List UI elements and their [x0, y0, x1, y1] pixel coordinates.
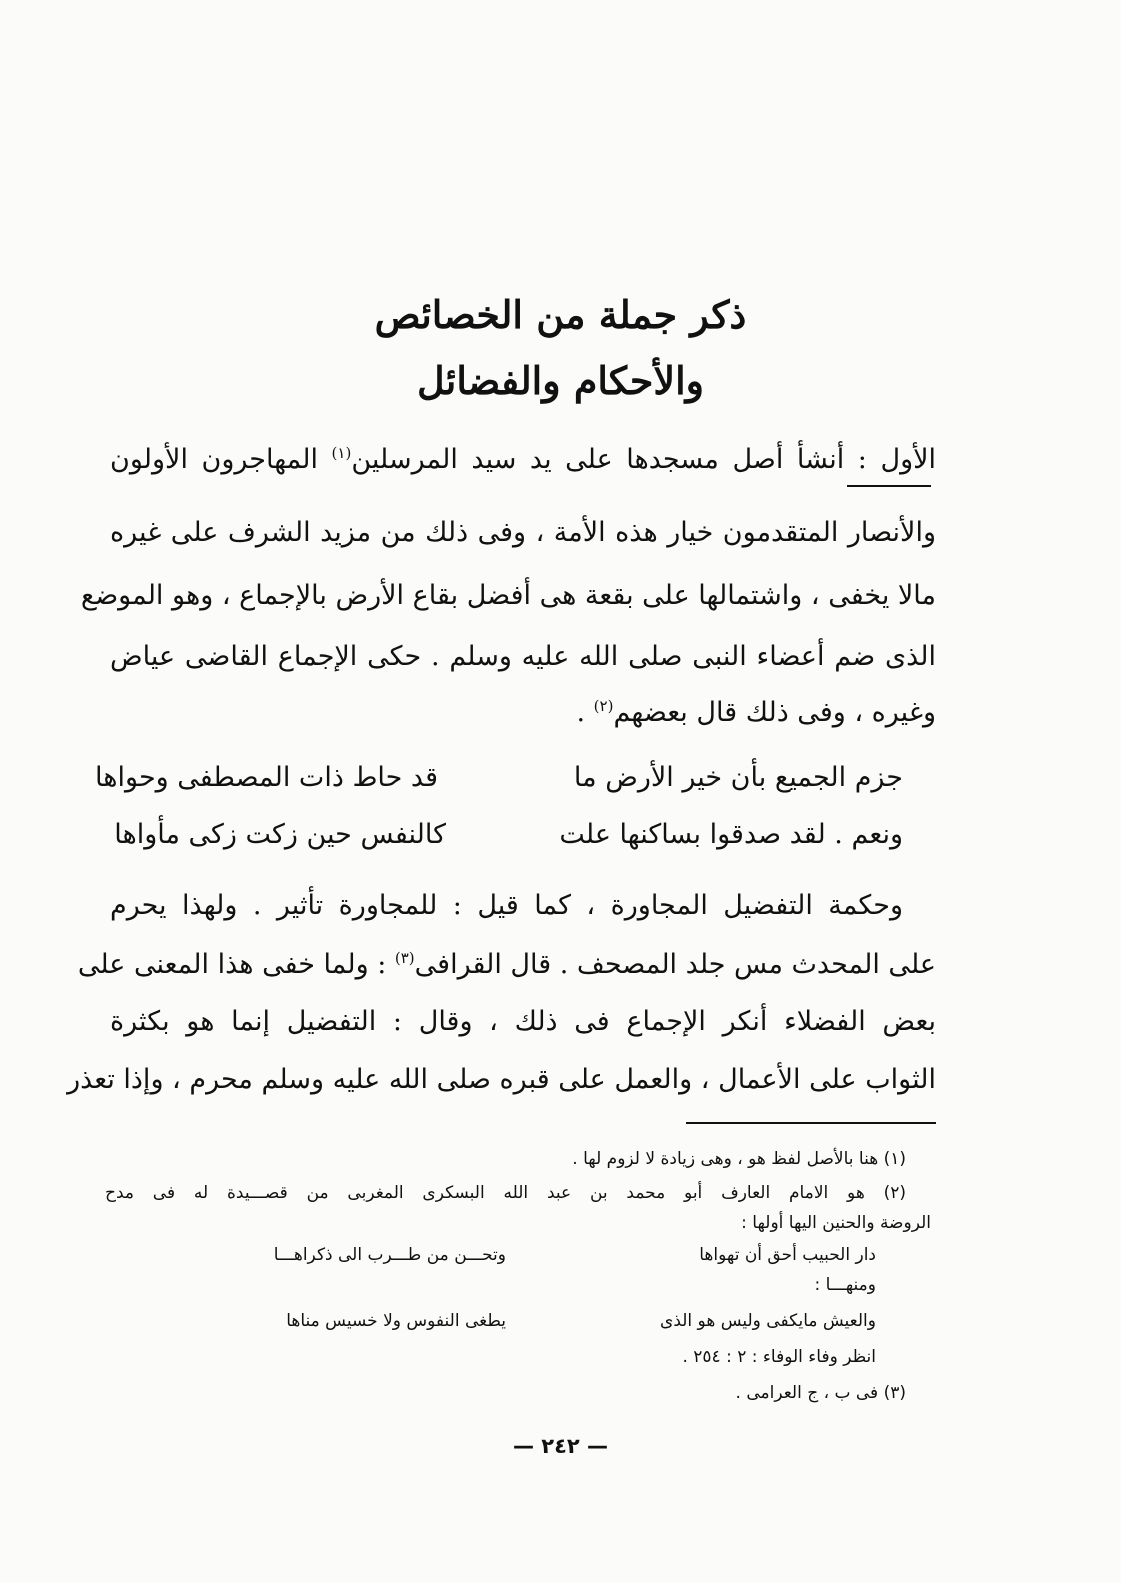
paragraph-1-line-4: الذى ضم أعضاء النبى صلى الله عليه وسلم . حكى الإجماع القاضى عياض	[110, 641, 936, 672]
footnote-2-line-4: انظر وفاء الوفاء : ٢ : ٢٥٤ .	[682, 1347, 876, 1367]
page-number: — ٢٤٢ —	[512, 1434, 609, 1458]
footnote-2-line-3: ومنهـــا :	[814, 1275, 876, 1295]
text-run: على المحدث مس جلد المصحف . قال القرافى	[414, 949, 936, 980]
text-run: : ولما خفى هذا المعنى على	[77, 949, 395, 980]
footnote-ref-2: (٢)	[593, 697, 614, 715]
verse-1-second-hemistich: قد حاط ذات المصطفى وحواها	[95, 762, 438, 793]
footnote-2-verse-1-second: وتحـــن من طـــرب الى ذكراهـــا	[273, 1245, 506, 1265]
paragraph-1-line-3: مالا يخفى ، واشتمالها على بقعة هى أفضل بقاع الأرض بالإجماع ، وهو الموضع	[80, 580, 936, 611]
footnote-2-line-2: الروضة والحنين اليها أولها :	[741, 1213, 931, 1233]
paragraph-2-line-3: بعض الفضلاء أنكر الإجماع فى ذلك ، وقال : التفضيل إنما هو بكثرة	[110, 1006, 936, 1037]
paragraph-2-line-4: الثواب على الأعمال ، والعمل على قبره صلى الله عليه وسلم محرم ، وإذا تعذر	[67, 1064, 936, 1095]
verse-1-first-hemistich: جزم الجميع بأن خير الأرض ما	[573, 762, 903, 793]
verse-2-second-hemistich: كالنفس حين زكت زكى مأواها	[114, 819, 446, 850]
chapter-heading-line-2: والأحكام والفضائل	[417, 358, 704, 403]
footnote-2-verse-2-second: يطغى النفوس ولا خسيس مناها	[286, 1311, 506, 1331]
footnote-separator	[686, 1122, 936, 1124]
chapter-heading-line-1: ذكر جملة من الخصائص	[374, 292, 747, 337]
footnote-2-verse-1-first: دار الحبيب أحق أن تهواها	[699, 1245, 876, 1265]
heading-underline	[847, 485, 931, 487]
paragraph-2-line-2	[77, 945, 936, 985]
footnote-ref-1: (١)	[331, 444, 352, 462]
verse-2-first-hemistich: ونعم . لقد صدقوا بساكنها علت	[559, 819, 903, 850]
paragraph-1-line-2: والأنصار المتقدمون خيار هذه الأمة ، وفى ذلك من مزيد الشرف على غيره	[110, 517, 936, 548]
footnote-3: (٣) فى ب ، ج العرامى .	[735, 1383, 906, 1403]
footnote-ref-3: (٣)	[394, 949, 415, 967]
footnote-2-line-1: (٢) هو الامام العارف أبو محمد بن عبد الله البسكرى المغربى من قصـــيدة له فى مدح	[105, 1183, 906, 1203]
footnote-2-verse-2-first: والعيش مايكفى وليس هو الذى	[660, 1311, 876, 1331]
paragraph-2-line-1: وحكمة التفضيل المجاورة ، كما قيل : للمجاورة تأثير . ولهذا يحرم	[110, 890, 903, 921]
text-run: .	[576, 697, 594, 728]
paragraph-1-line-1	[110, 440, 936, 480]
text-run: وغيره ، وفى ذلك قال بعضهم	[613, 697, 936, 728]
footnote-1: (١) هنا بالأصل لفظ هو ، وهى زيادة لا لزوم لها .	[572, 1149, 906, 1169]
text-run: الأول : أنشأ أصل مسجدها على يد سيد المرسلين	[351, 444, 937, 475]
text-run: المهاجرون الأولون	[110, 444, 332, 475]
paragraph-1-line-5	[110, 693, 936, 733]
